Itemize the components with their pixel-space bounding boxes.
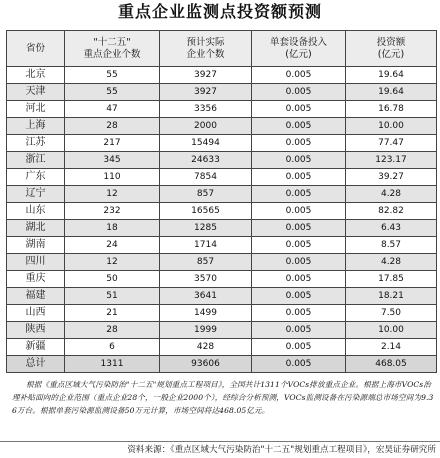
table-row [7,186,437,203]
cell-investment-amount: 16.78 [346,101,437,118]
cell-investment-amount: 17.85 [346,271,437,288]
cell-key-enterprises: 55 [65,84,160,101]
cell-unit-investment: 0.005 [252,220,346,237]
header-estimated-enterprises [160,31,252,67]
table-row [7,67,437,84]
cell-investment-amount: 7.50 [346,305,437,322]
cell-investment-amount: 39.27 [346,169,437,186]
cell-key-enterprises: 217 [65,135,160,152]
table-row [7,101,437,118]
table-body [7,67,437,373]
cell-key-enterprises: 28 [65,118,160,135]
cell-investment-amount: 8.57 [346,237,437,254]
cell-investment-amount: 4.28 [346,254,437,271]
cell-province: 江苏 [7,135,65,152]
header-row [7,31,437,67]
cell-province: 浙江 [7,152,65,169]
table-row [7,84,437,101]
table-row [7,237,437,254]
table-row [7,322,437,339]
header-line2: 重点企业个数 [83,48,141,60]
total-cell-key-enterprises: 1311 [65,356,160,373]
cell-investment-amount: 10.00 [346,322,437,339]
cell-province: 天津 [7,84,65,101]
header-unit-investment [252,31,346,67]
total-row [7,356,437,373]
cell-province: 四川 [7,254,65,271]
cell-estimated-enterprises: 3927 [160,84,252,101]
cell-province: 广东 [7,169,65,186]
cell-province: 重庆 [7,271,65,288]
cell-province: 北京 [7,67,65,84]
cell-unit-investment: 0.005 [252,135,346,152]
cell-unit-investment: 0.005 [252,322,346,339]
cell-province: 山西 [7,305,65,322]
cell-unit-investment: 0.005 [252,67,346,84]
cell-key-enterprises: 47 [65,101,160,118]
table-header [7,31,437,67]
cell-key-enterprises: 110 [65,169,160,186]
total-cell-unit-investment: 0.005 [252,356,346,373]
total-cell-estimated-enterprises: 93606 [160,356,252,373]
header-line1: 单套设备投入 [269,36,327,48]
cell-unit-investment: 0.005 [252,254,346,271]
header-line2: 企业个数 [186,48,225,60]
cell-investment-amount: 77.47 [346,135,437,152]
cell-key-enterprises: 51 [65,288,160,305]
cell-province: 河北 [7,101,65,118]
cell-key-enterprises: 345 [65,152,160,169]
header-key-enterprises [65,31,160,67]
header-line2: (亿元) [377,48,405,60]
cell-province: 新疆 [7,339,65,356]
cell-investment-amount: 4.28 [346,186,437,203]
table-row [7,152,437,169]
cell-unit-investment: 0.005 [252,101,346,118]
page-title: 重点企业监测点投资额预测 [117,2,322,21]
table-row [7,339,437,356]
cell-key-enterprises: 12 [65,254,160,271]
cell-investment-amount: 10.00 [346,118,437,135]
cell-estimated-enterprises: 16565 [160,203,252,220]
cell-estimated-enterprises: 3570 [160,271,252,288]
header-province [7,31,65,67]
cell-estimated-enterprises: 428 [160,339,252,356]
cell-unit-investment: 0.005 [252,203,346,220]
cell-province: 福建 [7,288,65,305]
cell-investment-amount: 2.14 [346,339,437,356]
cell-unit-investment: 0.005 [252,169,346,186]
cell-investment-amount: 19.64 [346,84,437,101]
cell-estimated-enterprises: 1999 [160,322,252,339]
cell-investment-amount: 6.43 [346,220,437,237]
table-row [7,135,437,152]
table-row [7,118,437,135]
cell-key-enterprises: 28 [65,322,160,339]
total-cell-investment-amount: 468.05 [346,356,437,373]
header-line1: "十二五" [93,36,131,48]
header-line1: 投资额 [376,36,406,48]
header-line1: 省份 [25,42,45,54]
table-row [7,288,437,305]
cell-province: 陕西 [7,322,65,339]
cell-province: 湖南 [7,237,65,254]
total-cell-province: 总计 [7,356,65,373]
cell-key-enterprises: 24 [65,237,160,254]
cell-province: 山东 [7,203,65,220]
cell-estimated-enterprises: 857 [160,186,252,203]
cell-unit-investment: 0.005 [252,84,346,101]
cell-key-enterprises: 21 [65,305,160,322]
cell-key-enterprises: 6 [65,339,160,356]
cell-unit-investment: 0.005 [252,152,346,169]
cell-estimated-enterprises: 857 [160,254,252,271]
cell-unit-investment: 0.005 [252,339,346,356]
cell-estimated-enterprises: 3641 [160,288,252,305]
cell-unit-investment: 0.005 [252,237,346,254]
cell-estimated-enterprises: 24633 [160,152,252,169]
header-investment-amount [346,31,437,67]
header-line1: 预计实际 [186,36,225,48]
investment-table [6,30,437,373]
cell-key-enterprises: 50 [65,271,160,288]
table-row [7,220,437,237]
cell-key-enterprises: 18 [65,220,160,237]
table-row [7,305,437,322]
cell-unit-investment: 0.005 [252,288,346,305]
cell-key-enterprises: 12 [65,186,160,203]
cell-estimated-enterprises: 2000 [160,118,252,135]
cell-investment-amount: 123.17 [346,152,437,169]
cell-unit-investment: 0.005 [252,271,346,288]
cell-unit-investment: 0.005 [252,305,346,322]
header-line2: (亿元) [285,48,312,60]
cell-estimated-enterprises: 1285 [160,220,252,237]
cell-estimated-enterprises: 3356 [160,101,252,118]
cell-unit-investment: 0.005 [252,186,346,203]
cell-province: 辽宁 [7,186,65,203]
table-row [7,169,437,186]
cell-estimated-enterprises: 1499 [160,305,252,322]
cell-investment-amount: 82.82 [346,203,437,220]
table-row [7,271,437,288]
cell-unit-investment: 0.005 [252,118,346,135]
cell-province: 湖北 [7,220,65,237]
cell-key-enterprises: 55 [65,67,160,84]
cell-key-enterprises: 232 [65,203,160,220]
cell-investment-amount: 18.21 [346,288,437,305]
cell-estimated-enterprises: 7854 [160,169,252,186]
table-row [7,203,437,220]
cell-estimated-enterprises: 3927 [160,67,252,84]
explanatory-note: 根据《重点区域大气污染防治"十二五"规划重点工程项目》，全国共计1311个VOCs排放重点企业。根据上海市VOCs治理补贴面向的企业范围（重点企业28个，一般企业2000个），经综合分析预测，VOCs监测设备在污染源端总市场空间为9.36万台。根据单套污染源监测设备50万元计算，市场空间将达468.05亿元。 [12,380,434,415]
data-source: 资料来源：《重点区域大气污染防治"十二五"规划重点工程项目》，宏昊证券研究所 [0,441,440,458]
cell-province: 上海 [7,118,65,135]
table-row [7,254,437,271]
cell-estimated-enterprises: 1714 [160,237,252,254]
cell-estimated-enterprises: 15494 [160,135,252,152]
cell-investment-amount: 19.64 [346,67,437,84]
